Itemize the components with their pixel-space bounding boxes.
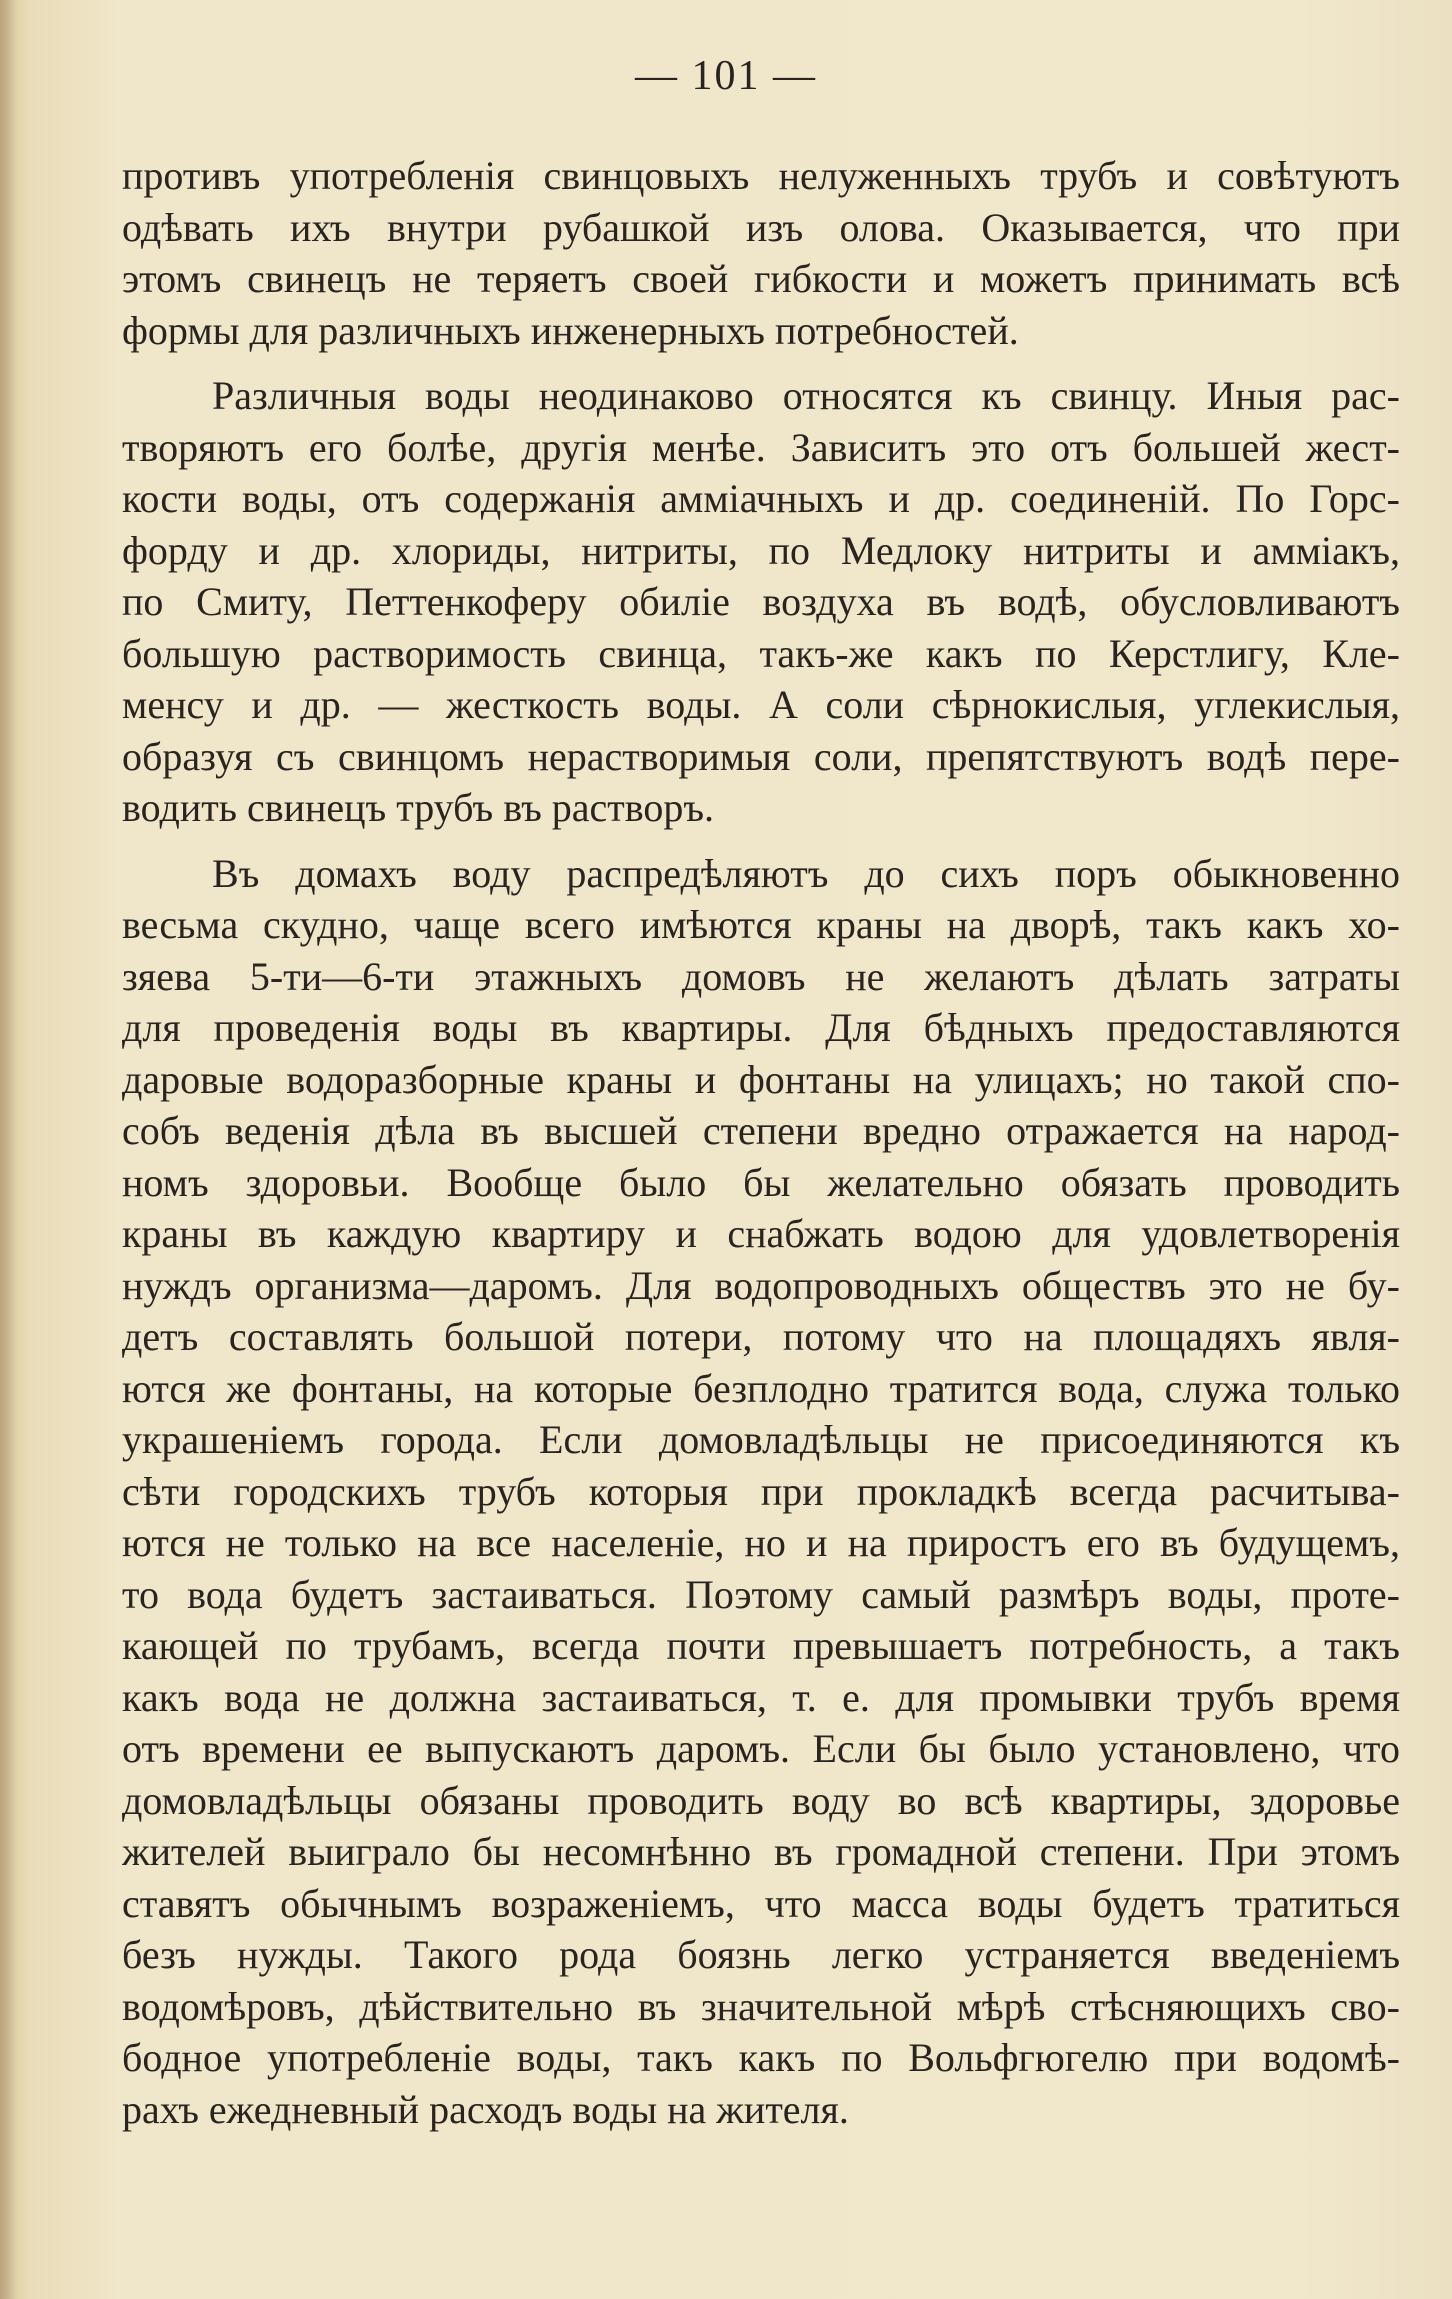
text-line: этомъ свинецъ не теряетъ своей гибкости и можетъ принимать всѣ (122, 256, 1400, 301)
text-line: противъ употребленія свинцовыхъ нелуженныхъ трубъ и совѣтуютъ (122, 153, 1400, 198)
text-line: Въ домахъ воду распредѣляютъ до сихъ поръ обыкновенно (212, 850, 1400, 896)
text-line: для проведенія воды въ квартиры. Для бѣдныхъ предоставляются (122, 1005, 1400, 1050)
text-line: бодное употребленіе воды, такъ какъ по Вольфгюгелю при водомѣ- (122, 2035, 1400, 2080)
text-line: ются не только на все населеніе, но и на приростъ его въ будущемъ, (122, 1520, 1400, 1565)
page-edge-shadow (0, 0, 18, 2299)
page-number-header: — 101 — (635, 53, 817, 99)
text-line: водить свинецъ трубъ въ растворъ. (122, 785, 715, 830)
text-line: зяева 5-ти—6-ти этажныхъ домовъ не желаютъ дѣлать затраты (122, 953, 1400, 999)
text-line: творяютъ его болѣе, другія менѣе. Зависитъ это отъ большей жест- (122, 424, 1400, 470)
text-line: даровые водоразборные краны и фонтаны на улицахъ; но такой спо- (122, 1056, 1400, 1102)
text-line: отъ времени ее выпускаютъ даромъ. Если бы было установлено, что (122, 1726, 1400, 1771)
text-line: формы для различныхъ инженерныхъ потребностей. (122, 307, 1019, 353)
text-line: образуя съ свинцомъ нерастворимыя соли, препятствуютъ водѣ пере- (122, 733, 1400, 779)
text-line: одѣвать ихъ внутри рубашкой изъ олова. Оказывается, что при (122, 204, 1400, 250)
text-line: форду и др. хлориды, нитриты, по Медлоку нитриты и амміакъ, (122, 527, 1400, 573)
text-line: детъ составлять большой потери, потому что на площадяхъ явля- (122, 1314, 1400, 1359)
text-line: безъ нужды. Такого рода боязнь легко устраняется введеніемъ (122, 1932, 1400, 1977)
text-line: ставятъ обычнымъ возраженіемъ, что масса воды будетъ тратиться (122, 1880, 1400, 1926)
text-line: какъ вода не должна застаиваться, т. е. для промывки трубъ время (122, 1674, 1400, 1720)
text-line: большую растворимость свинца, такъ-же какъ по Керстлигу, Кле- (122, 630, 1400, 676)
text-line: ются же фонтаны, на которые безплодно тратится вода, служа только (122, 1365, 1400, 1411)
text-line: кости воды, отъ содержанія амміачныхъ и др. соединеній. По Горс- (122, 476, 1400, 521)
text-line: по Смиту, Петтенкоферу обиліе воздуха въ водѣ, обусловливаютъ (122, 579, 1400, 624)
text-line: украшеніемъ города. Если домовладѣльцы не присоединяются къ (122, 1417, 1400, 1462)
page-body-text (122, 150, 1400, 2149)
text-line: водомѣровъ, дѣйствительно въ значительной мѣрѣ стѣсняющихъ сво- (122, 1983, 1400, 2029)
paragraph (122, 150, 1400, 356)
text-line: Различныя воды неодинаково относятся къ свинцу. Иныя рас- (212, 373, 1400, 418)
paragraph (122, 848, 1400, 2136)
paragraph (122, 370, 1400, 834)
text-line: менсу и др. — жесткость воды. А соли сѣрнокислыя, углекислыя, (122, 682, 1400, 727)
text-line: домовладѣльцы обязаны проводить воду во всѣ квартиры, здоровье (122, 1777, 1400, 1823)
text-line: весьма скудно, чаще всего имѣются краны на дворѣ, такъ какъ хо- (122, 902, 1400, 947)
text-line: то вода будетъ застаиваться. Поэтому самый размѣръ воды, проте- (122, 1571, 1400, 1617)
text-line: нуждъ организма—даромъ. Для водопроводныхъ обществъ это не бу- (122, 1262, 1400, 1308)
text-line: кающей по трубамъ, всегда почти превышаетъ потребность, а такъ (122, 1623, 1400, 1668)
text-line: сѣти городскихъ трубъ которыя при прокладкѣ всегда расчитыва- (122, 1468, 1400, 1514)
text-line: собъ веденія дѣла въ высшей степени вредно отражается на народ- (122, 1108, 1400, 1153)
text-line: рахъ ежедневный расходъ воды на жителя. (122, 2086, 849, 2132)
text-line: краны въ каждую квартиру и снабжать водою для удовлетворенія (122, 1211, 1400, 1256)
text-line: жителей выиграло бы несомнѣнно въ громадной степени. При этомъ (122, 1829, 1400, 1874)
text-line: номъ здоровьи. Вообще было бы желательно обязать проводить (122, 1159, 1400, 1205)
